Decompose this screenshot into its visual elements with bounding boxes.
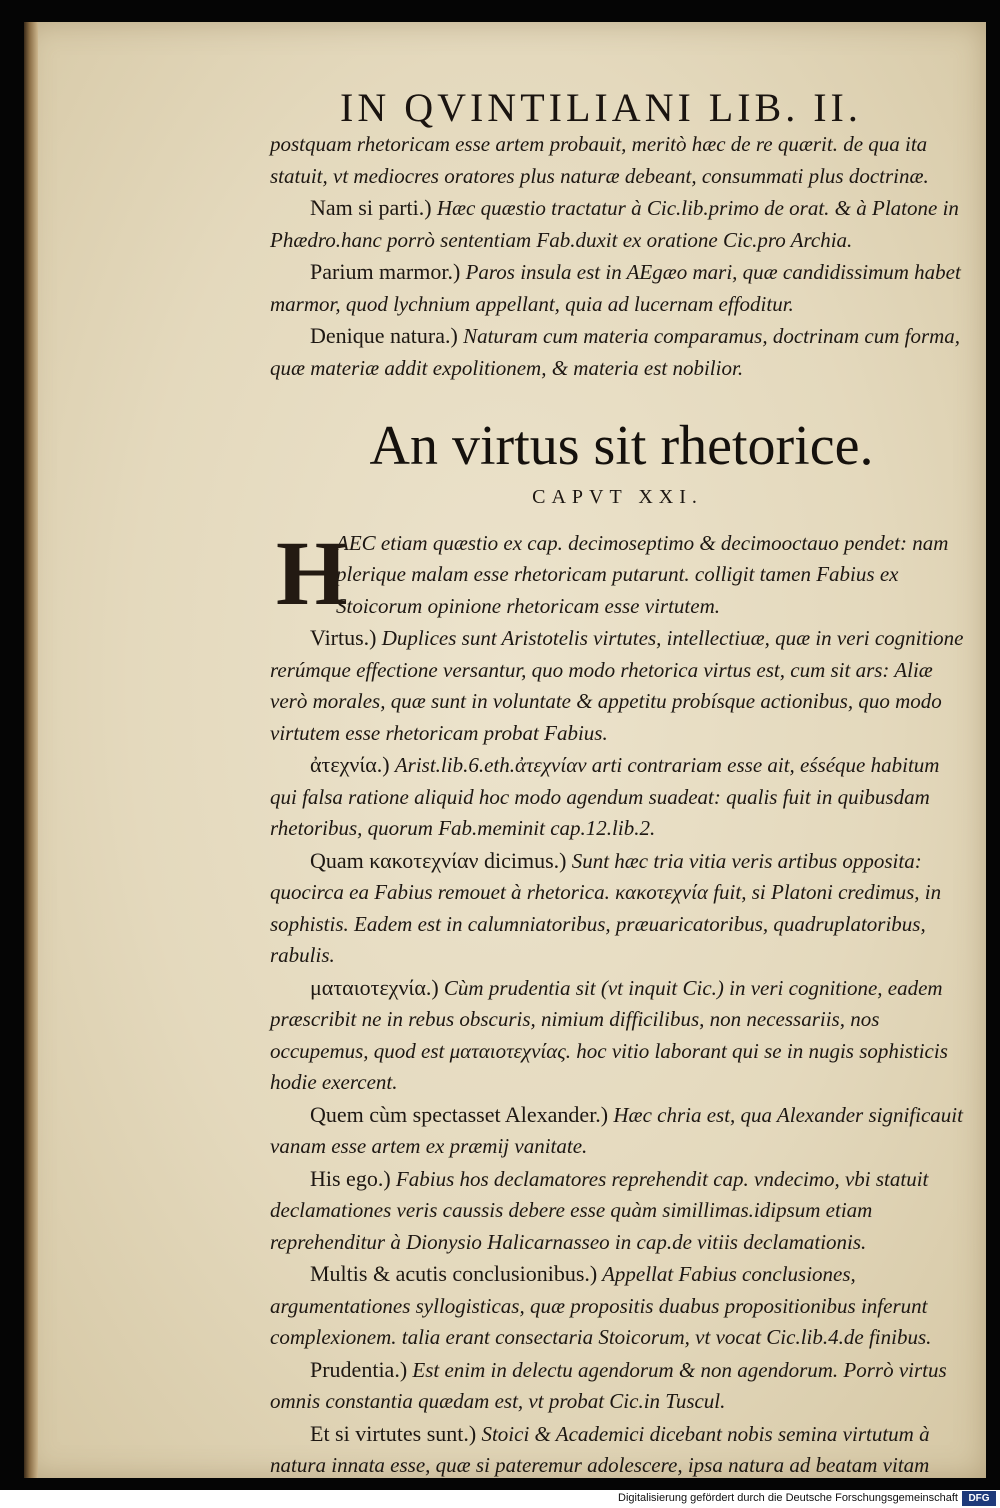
lemma: Parium marmor.) xyxy=(310,259,461,284)
drop-cap: H xyxy=(276,521,348,624)
lemma: Nam si parti.) xyxy=(310,195,432,220)
lemma: Virtus.) xyxy=(310,625,377,650)
commentary-paragraph xyxy=(270,1258,965,1354)
commentary-paragraph xyxy=(270,845,965,972)
commentary-text: Paros insula est in AEgæo mari, quæ candidissimum habet marmor, quod lychnium appellant, quia ad lucernam effoditur. xyxy=(270,260,961,316)
commentary-text: Naturam cum materia comparamus, doctrinam cum forma, quæ materiæ addit expolitionem, & materia est nobilior. xyxy=(270,324,961,380)
commentary-text: Duplices sunt Aristotelis virtutes, intellectiuæ, quæ in veri cognitione rerúmque effectione versantur, quo modo rhetorica virtus est, cum sit ars: Aliæ verò morales, quæ sunt in voluntate & appetitu probísque actionibus, quo modo virtutem esse rhetoricam probat Fabius. xyxy=(270,626,964,745)
commentary-paragraph xyxy=(270,1163,965,1259)
lemma: Et si virtutes sunt.) xyxy=(310,1420,477,1446)
opening-text: AEC etiam quæstio ex cap. decimoseptimo & decimooctauo pendet: nam plerique malam esse rhetoricam putarunt. colligit tamen Fabius ex Stoicorum opinione rhetoricam esse virtutem. xyxy=(336,530,949,618)
main-text xyxy=(270,128,965,1482)
lemma: Quam κακοτεχνίαν dicimus.) xyxy=(310,847,567,873)
commentary-text: Est enim in delectu agendorum & non agendorum. Porrò virtus omnis constantia quædam est, vt probat Cic.in Tuscul. xyxy=(270,1357,947,1413)
opening-paragraph xyxy=(270,521,965,624)
commentary-text: Hæc quæstio tractatur à Cic.lib.primo de orat. & à Platone in Phædro.hanc porrò sententiam Fab.duxit ex oratione Cic.pro Archia. xyxy=(270,196,959,252)
lemma: Prudentia.) xyxy=(310,1356,408,1382)
funding-credit: Digitalisierung gefördert durch die Deutsche Forschungsgemeinschaft xyxy=(618,1492,958,1504)
lemma: His ego.) xyxy=(310,1165,391,1191)
commentary-text: Appellat Fabius conclusiones, argumentationes syllogisticas, quæ propositis duabus propositionibus inferunt complexionem. talia erant consectaria Stoicorum, vt vocat Cic.lib.4.de finibus. xyxy=(270,1262,932,1349)
chapter-heading: An virtus sit rhetorice. xyxy=(369,415,874,477)
dfg-logo[interactable]: DFG xyxy=(962,1491,996,1506)
commentary-text: Cùm prudentia sit (vt inquit Cic.) in veri cognitione, eadem præscribit ne in rebus obscuris, nimium difficilibus, non necessariis, nos occupemus, quod est ματαιοτεχνίας. hoc vitio laborant qui se in nugis sophisticis hodie exercent. xyxy=(270,975,948,1094)
commentary-text: Stoici & Academici dicebant nobis semina virtutum à natura innata esse, quæ si pateremur adolescere, ipsa natura ad beatam vitam xyxy=(270,1421,930,1477)
commentary-paragraph xyxy=(270,192,965,256)
commentary-paragraph xyxy=(270,320,965,384)
lemma: Quem cùm spectasset Alexander.) xyxy=(310,1101,609,1127)
commentary-paragraph xyxy=(270,1099,965,1163)
commentary-paragraph xyxy=(270,622,965,749)
page-gutter-edge xyxy=(24,22,38,1478)
commentary-paragraph xyxy=(270,256,965,320)
commentary-text: Hæc chria est, qua Alexander significauit vanam esse artem ex præmij vanitate. xyxy=(270,1102,963,1158)
commentary-paragraph xyxy=(270,128,965,192)
commentary-text: Sunt hæc tria vitia veris artibus opposita: quocirca ea Fabius remouet à rhetorica. κακοτεχνία fuit, si Platoni credimus, in sophistis. Eadem est in calumniatoribus, præuaricatoribus, quadruplatoribus, rabulis. xyxy=(270,848,942,967)
lemma: ματαιοτεχνία.) xyxy=(310,974,439,1000)
chapter-number: CAPVT XXI. xyxy=(532,486,703,508)
commentary-paragraph xyxy=(270,1354,965,1418)
commentary-paragraph xyxy=(270,1418,965,1482)
digitization-footer xyxy=(0,1490,1000,1508)
commentary-text: Arist.lib.6.eth.ἀτεχνίαν arti contrariam esse ait, eśséque habitum qui falsa ratione aliquid hoc modo agendum suadeat: qualis fuit in quibusdam rhetoribus, quorum Fab.meminit cap.12.lib.2. xyxy=(270,753,940,840)
commentary-text: Fabius hos declamatores reprehendit cap. vndecimo, vbi statuit declamationes veris caussis debere esse quàm simillimas.idipsum etiam reprehenditur à Dionysio Halicarnasseo in cap.de vitiis declamationis. xyxy=(270,1166,929,1254)
lemma: Denique natura.) xyxy=(310,323,458,348)
lemma: ἀτεχνία.) xyxy=(310,752,390,777)
commentary-paragraph xyxy=(270,972,965,1099)
commentary-paragraph xyxy=(270,749,965,845)
lemma: Multis & acutis conclusionibus.) xyxy=(310,1261,598,1286)
commentary-text: postquam rhetoricam esse artem probauit, meritò hæc de re quærit. de qua ita statuit, vt mediocres oratores plus naturæ debeant, consummati plus doctrinæ. xyxy=(270,132,929,188)
running-head: IN QVINTILIANI LIB. II. xyxy=(340,85,862,130)
